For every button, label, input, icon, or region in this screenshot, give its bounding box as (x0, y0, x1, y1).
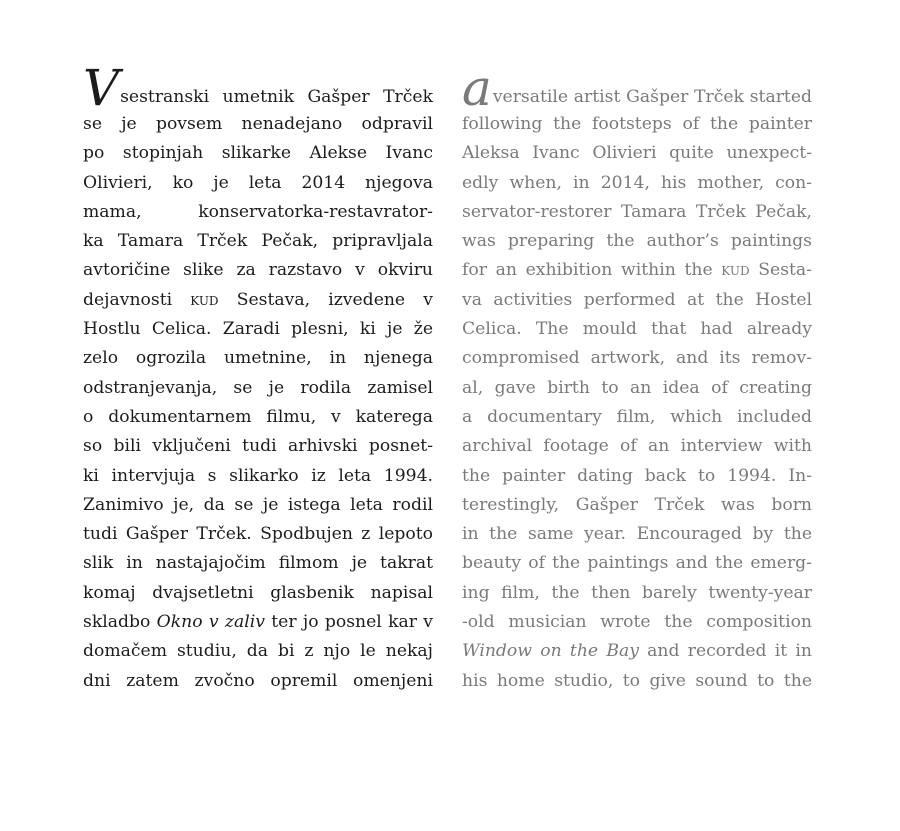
english-line: compromised artwork, and its remov- (462, 348, 812, 369)
english-first-line (462, 59, 812, 117)
english-line: -old musician wrote the composition (462, 612, 812, 633)
english-line: a documentary film, which included (462, 406, 812, 427)
slovene-line-part: Sestava, izvedene v (218, 289, 433, 310)
slovene-line: so bili vključeni tudi arhivski posnet- (83, 436, 433, 457)
english-line: servator-restorer Tamara Trček Pečak, (462, 201, 812, 222)
english-line: al, gave birth to an idea of creating (462, 377, 812, 398)
english-line (462, 256, 812, 285)
slovene-line: ka Tamara Trček Pečak, pripravljala (83, 231, 433, 252)
slovene-line: domačem studiu, da bi z njo le nekaj (83, 641, 433, 662)
slovene-line: mama, konservatorka-restavrator- (83, 201, 433, 222)
english-drop-cap: a (462, 59, 492, 117)
slovene-line: se je povsem nenadejano odpravil (83, 114, 433, 134)
slovene-line: Zanimivo je, da se je istega leta rodil (83, 494, 433, 515)
english-line: ing film, the then barely twenty-year (462, 582, 812, 603)
slovene-line: Hostlu Celica. Zaradi plesni, ki je že (83, 319, 433, 340)
slovene-line-part: dejavnosti (83, 289, 191, 310)
slovene-line: o dokumentarnem filmu, v katerega (83, 406, 433, 427)
slovene-line: avtoričine slike za razstavo v okviru (83, 260, 433, 281)
slovene-line: po stopinjah slikarke Alekse Ivanc (83, 143, 433, 164)
slovene-line: tudi Gašper Trček. Spodbujen z lepoto (83, 524, 433, 545)
english-line-part: for an exhibition within the (462, 260, 722, 281)
english-line: Aleksa Ivanc Olivieri quite unexpect- (462, 143, 812, 164)
slovene-line: odstranjevanja, se je rodila zamisel (83, 377, 433, 398)
slovene-line-part: skladbo (83, 612, 157, 633)
slovene-line: dni zatem zvočno opremil omenjeni (83, 670, 433, 691)
slovene-drop-cap: V (83, 59, 120, 117)
english-line (462, 637, 812, 666)
english-line: following the footsteps of the painter (462, 114, 812, 134)
english-line: versatile artist Gašper Trček started (492, 87, 812, 107)
english-line: terestingly, Gašper Trček was born (462, 494, 812, 515)
composition-title: Window on the Bay (462, 641, 639, 662)
english-line-part: Sesta- (749, 260, 812, 281)
english-line: va activities performed at the Hostel (462, 289, 812, 310)
slovene-line: Olivieri, ko je leta 2014 njegova (83, 172, 433, 193)
english-line: beauty of the paintings and the emerg- (462, 553, 812, 574)
english-line: archival footage of an interview with (462, 436, 812, 457)
english-line: the painter dating back to 1994. In- (462, 465, 812, 486)
english-column (462, 59, 812, 696)
slovene-first-line (83, 59, 433, 117)
english-line: was preparing the author’s paintings (462, 231, 812, 252)
kud-abbreviation: kud (721, 260, 750, 281)
slovene-line (83, 608, 433, 637)
english-line: edly when, in 2014, his mother, con- (462, 172, 812, 193)
slovene-line-part: ter jo posnel kar v (264, 612, 433, 633)
english-line-part: and recorded it in (638, 641, 812, 662)
kud-abbreviation: kud (190, 289, 219, 310)
slovene-column (83, 59, 433, 696)
english-line: in the same year. Encouraged by the (462, 524, 812, 545)
slovene-line: ki intervjuja s slikarko iz leta 1994. (83, 465, 433, 486)
slovene-line: slik in nastajajočim filmom je takrat (83, 553, 433, 574)
composition-title: Okno v zaliv (156, 612, 265, 633)
english-line: Celica. The mould that had already (462, 319, 812, 340)
english-line: his home studio, to give sound to the (462, 670, 812, 691)
slovene-line (83, 286, 433, 315)
slovene-line: komaj dvajsetletni glasbenik napisal (83, 582, 433, 603)
slovene-line: zelo ogrozila umetnine, in njenega (83, 348, 433, 369)
slovene-line: sestranski umetnik Gašper Trček (120, 87, 433, 107)
